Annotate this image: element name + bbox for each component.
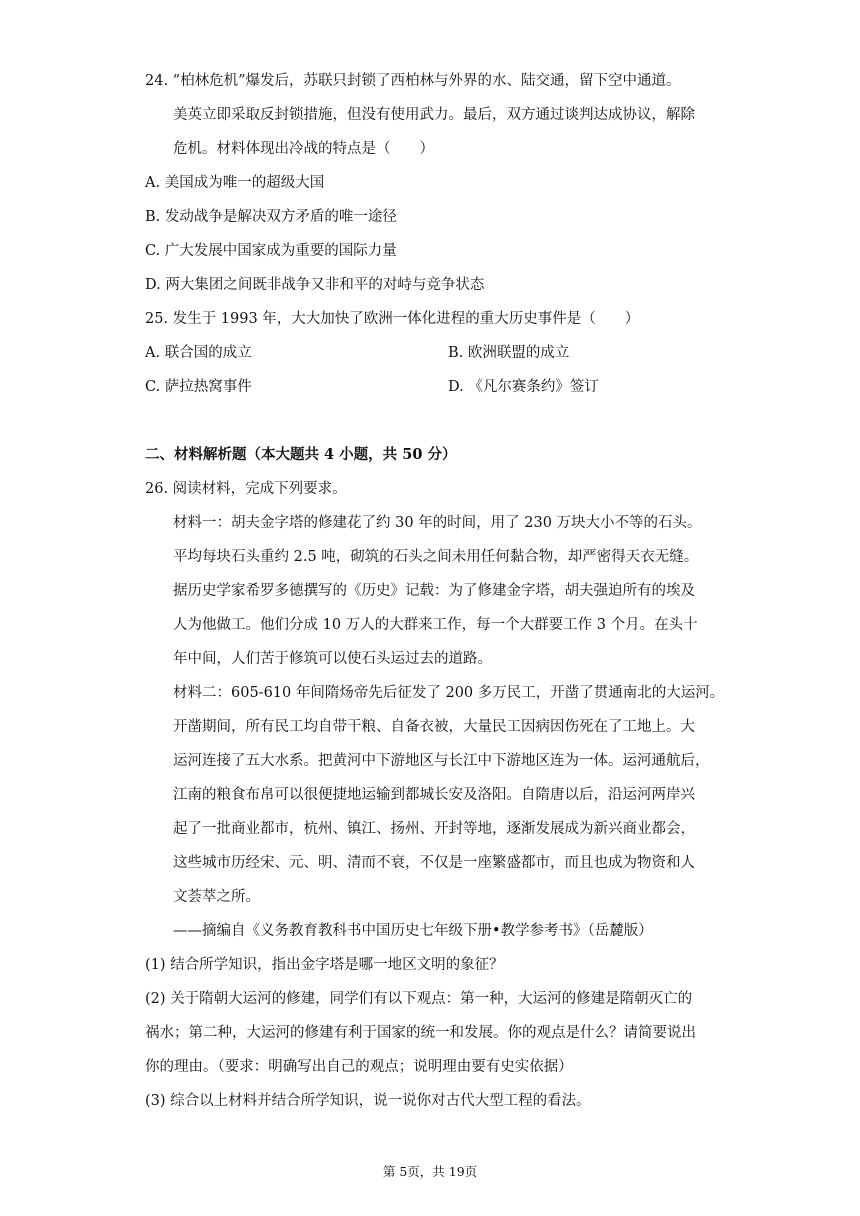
q24-stem-line3: 危机。材料体现出冷战的特点是（ ） bbox=[173, 141, 434, 157]
q24-stem-line1: 24. “柏林危机”爆发后，苏联只封锁了西柏林与外界的水、陆交通，留下空中通道。 bbox=[145, 73, 681, 89]
q24-stem-line2: 美英立即采取反封锁措施，但没有使用武力。最后，双方通过谈判达成协议，解除 bbox=[173, 107, 695, 123]
material1-line: 人为他做工。他们分成 10 万人的大群来工作，每一个大群要工作 3 个月。在头十 bbox=[173, 617, 698, 633]
material2-line: 运河连接了五大水系。把黄河中下游地区与长江中下游地区连为一体。运河通航后， bbox=[173, 753, 710, 769]
q26-subquestion-2-line3: 你的理由。（要求：明确写出自己的观点；说明理由要有史实依据） bbox=[145, 1059, 573, 1075]
q25-option-c: C. 萨拉热窝事件 bbox=[145, 379, 252, 395]
q25-option-d: D. 《凡尔赛条约》签订 bbox=[448, 379, 599, 395]
q26-stem: 26. 阅读材料，完成下列要求。 bbox=[145, 481, 347, 497]
material2-line: 开凿期间，所有民工均自带干粮、自备衣被，大量民工因病因伤死在了工地上。大 bbox=[173, 719, 695, 735]
material-source: ——摘编自《义务教育教科书中国历史七年级下册•教学参考书》（岳麓版） bbox=[173, 923, 653, 939]
material1-line: 平均每块石头重约 2.5 吨，砌筑的石头之间未用任何黏合物，却严密得天衣无缝。 bbox=[173, 549, 699, 565]
q25-option-b: B. 欧洲联盟的成立 bbox=[448, 345, 570, 361]
material2-line: 文荟萃之所。 bbox=[173, 889, 260, 905]
material2-line: 材料二：605-610 年间隋炀帝先后征发了 200 多万民工，开凿了贯通南北的大运河。 bbox=[173, 685, 725, 701]
page-footer: 第 5页，共 19页 bbox=[382, 1164, 478, 1179]
q24-option-b: B. 发动战争是解决双方矛盾的唯一途径 bbox=[145, 209, 397, 225]
material1-line: 据历史学家希罗多德撰写的《历史》记载：为了修建金字塔，胡夫强迫所有的埃及 bbox=[173, 583, 695, 599]
section-heading: 二、材料解析题（本大题共 4 小题，共 50 分） bbox=[145, 446, 457, 463]
q24-option-c: C. 广大发展中国家成为重要的国际力量 bbox=[145, 243, 397, 259]
material1-line: 年中间，人们苦于修筑可以使石头运过去的道路。 bbox=[173, 651, 492, 667]
q25-stem: 25. 发生于 1993 年，大大加快了欧洲一体化进程的重大历史事件是（ ） bbox=[145, 311, 640, 327]
material2-line: 这些城市历经宋、元、明、清而不衰，不仅是一座繁盛都市，而且也成为物资和人 bbox=[173, 855, 695, 871]
q26-subquestion-2-line2: 祸水；第二种，大运河的修建有利于国家的统一和发展。你的观点是什么？请简要说出 bbox=[145, 1025, 696, 1041]
material1-line: 材料一：胡夫金字塔的修建花了约 30 年的时间，用了 230 万块大小不等的石头。 bbox=[173, 515, 702, 531]
q26-subquestion-2-line1: (2) 关于隋朝大运河的修建，同学们有以下观点：第一种，大运河的修建是隋朝灭亡的 bbox=[145, 991, 693, 1007]
material2-line: 江南的粮食布帛可以很便捷地运输到都城长安及洛阳。自隋唐以后，沿运河两岸兴 bbox=[173, 787, 695, 803]
material2-line: 起了一批商业都市，杭州、镇江、扬州、开封等地，逐渐发展成为新兴商业都会， bbox=[173, 821, 695, 837]
q26-subquestion-1: (1) 结合所学知识，指出金字塔是哪一地区文明的象征？ bbox=[145, 957, 504, 973]
q24-option-d: D. 两大集团之间既非战争又非和平的对峙与竞争状态 bbox=[145, 277, 485, 293]
q24-option-a: A. 美国成为唯一的超级大国 bbox=[145, 175, 325, 191]
q26-subquestion-3: (3) 综合以上材料并结合所学知识，说一说你对古代大型工程的看法。 bbox=[145, 1093, 591, 1109]
q25-option-a: A. 联合国的成立 bbox=[145, 345, 252, 361]
